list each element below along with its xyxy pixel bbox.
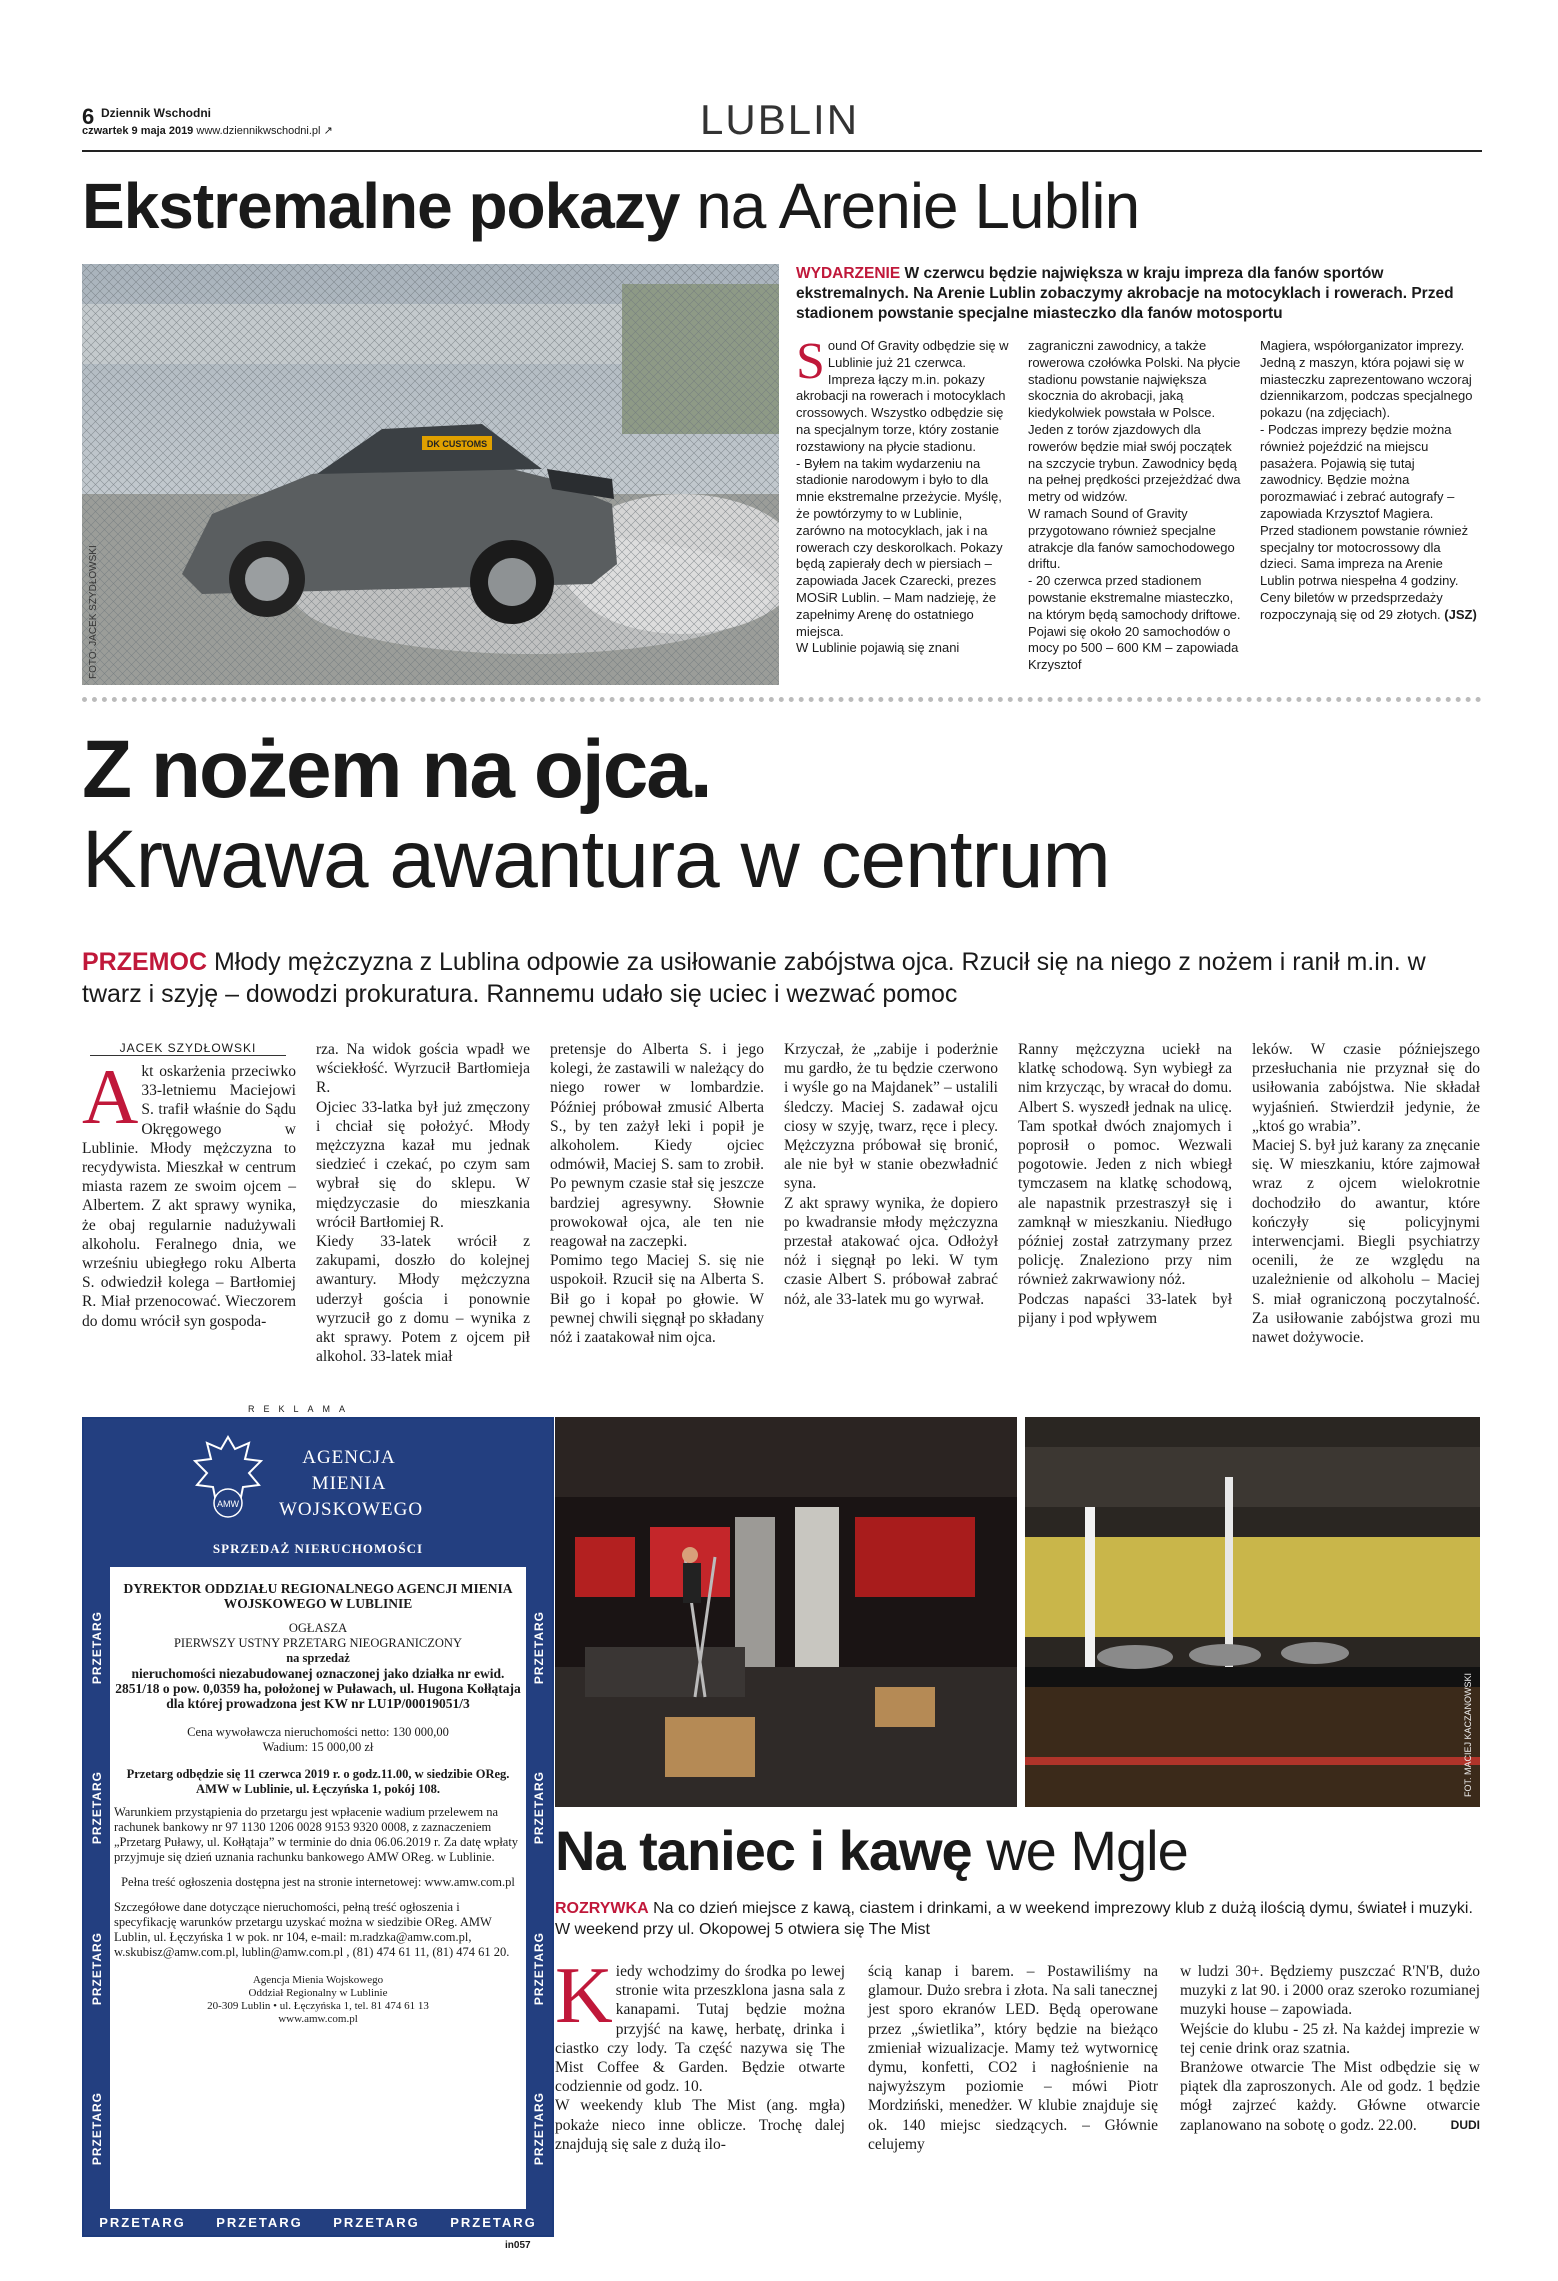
ad-addr2: Oddział Regionalny w Lublinie bbox=[248, 1987, 388, 1999]
ad-p4: na sprzedaż bbox=[286, 1651, 350, 1665]
article1-kicker: WYDARZENIE bbox=[796, 265, 901, 282]
article1-headline-light: na Arenie Lublin bbox=[696, 170, 1140, 242]
ad-agency-line2: MIENIA bbox=[311, 1473, 387, 1494]
paper-name: Dziennik Wschodni bbox=[101, 106, 212, 120]
website-link[interactable]: www.dziennikwschodni.pl bbox=[196, 125, 321, 137]
article2-headline-line1: Z nożem na ojca. bbox=[82, 724, 711, 815]
ad-addr1: Agencja Mienia Wojskowego bbox=[252, 1974, 384, 1986]
ad-tagline: SPRZEDAŻ NIERUCHOMOŚCI bbox=[212, 1541, 424, 1556]
ad-code: in057 bbox=[505, 2240, 531, 2251]
ad-agency-line1: AGENCJA bbox=[302, 1447, 396, 1468]
car-decal-text: DK CUSTOMS bbox=[426, 439, 488, 449]
ad-p2: OGŁASZA bbox=[288, 1621, 348, 1635]
article3-column-2: ścią kanap i barem. – Postawiliśmy na glamour. Dużo srebra i złota. Na sali tanecznej jest sporo ekranów LED. Będą operowane przez „świetlika”, który będzie na bieżąco zmieniał wizualizacje. Mamy też wytwornicę dymu, konfetti, CO2 i nagłośnienie na najwyższym poziomie – mówi Piotr Mordziński, menedżer. W klubie znajduje się ok. 140 miejsc siedzących. – Głównie celujemy bbox=[868, 1963, 1158, 2153]
article2-column-4: Krzyczał, że „zabije i poderżnie mu gardło, że tu będzie czerwono i wyśle go na Majdanek” – ustalili śledczy. Maciej S. zadawał ojcu ciosy w szyję, twarz, ręce i plecy. Mężczyzna próbował się bronić, ale nie był w stanie obezwładnić syna. Z akt sprawy wynika, że dopiero po kwadransie młody mężczyzna przestał atakować ojca. Odłożył nóż i sięgnął po leki. W tym czasie Albert S. próbował zabrać nóż, ale 33-latek mu go wyrwał. bbox=[784, 1041, 998, 1308]
page-number: 6 bbox=[82, 104, 95, 129]
article1-signature: (JSZ) bbox=[1444, 606, 1477, 622]
article3-col1-text: iedy wchodzimy do środka po lewej stronie wita przeszklona jasna sala z kanapami. Tutaj będzie można przyjść na kawę, herbatę, drinka i ciastko czy lody. Ta część nazywa się The Mist Coffee & Garden. Będzie otwarte codziennie od godz. 10. W weekendy klub The Mist (ang. mgła) pokaże nieco inne oblicze. Trochę dalej znajdują się sale z dużą ilo- bbox=[555, 1963, 845, 2153]
ad-p1: DYREKTOR ODDZIAŁU REGIONALNEGO AGENCJI MIENIA WOJSKOWEGO W LUBLINIE bbox=[123, 1581, 513, 1611]
article3-headline-light: we Mgle bbox=[986, 1819, 1188, 1882]
article3-signature: DUDI bbox=[1450, 2117, 1480, 2132]
ad-side-word: PRZETARG bbox=[532, 1771, 546, 1845]
club-bar-photo bbox=[1025, 1417, 1480, 1807]
article2-column-5: Ranny mężczyzna uciekł na klatkę schodową. Syn wybiegł za nim krzycząc, by wracał do domu. Albert S. wyszedł jednak na ulicę. Tam spotkał dwóch znajomych i poprosił o pomoc. Wezwali pogotowie. Jeden z nich wbiegł tymczasem na klatkę schodową, ale napastnik przestraszył się i zamknął w mieszkaniu. Niedługo później został zatrzymany przez policję. Znaleziono przy nim również zakrwawiony nóż. Podczas napaści 33-latek był pijany i pod wpływem bbox=[1018, 1041, 1232, 1327]
article3-column-1 bbox=[555, 1952, 845, 2154]
article1-col3-text: Magiera, współorganizator imprezy. Jedną z maszyn, która pojawi się w miasteczku zaprezentowano wczoraj dziennikarzom, podczas specjalnego pokazu (na zdjęciach). - Podczas imprezy będzie można również pojeździć na miejscu pasażera. Pojawią się tutaj zawodnicy. Będzie można porozmawiać i zebrać autografy – zapowiada Krzysztof Magiera. Przed stadionem powstanie również specjalny tor motocrossowy dla dzieci. Sama impreza na Arenie Lublin potrwa niespełna 4 godziny. Ceny biletów w przedsprzedaży rozpoczynają się od 29 złotych. bbox=[1260, 338, 1473, 622]
article2-column-1 bbox=[82, 1053, 296, 1331]
article3-headline bbox=[555, 1818, 1188, 1884]
ad-footer-word: PRZETARG bbox=[216, 2214, 303, 2230]
photo3-credit: FOT. MACIEJ KACZANOWSKI bbox=[1463, 1672, 1473, 1797]
ad-addr3: 20-309 Lublin • ul. Łęczyńska 1, tel. 81 474 61 13 bbox=[207, 2000, 429, 2012]
article2-lead-text: Młody mężczyzna z Lublina odpowie za usiłowanie zabójstwa ojca. Rzucił się na niego z nożem i ranił m.in. w twarz i szyję – dowodzi prokuratura. Rannemu udało się uciec i wezwać pomoc bbox=[82, 948, 1426, 1008]
ad-header bbox=[84, 1419, 552, 1567]
article1-headline bbox=[82, 168, 1139, 244]
ad-footer-word: PRZETARG bbox=[333, 2214, 420, 2230]
ad-side-word: PRZETARG bbox=[90, 1610, 104, 1684]
article2-lead bbox=[82, 946, 1482, 1010]
ad-footer bbox=[84, 2209, 552, 2235]
ad-p7: Wadium: 15 000,00 zł bbox=[262, 1740, 374, 1754]
issue-date-line bbox=[82, 125, 333, 138]
ad-p3: PIERWSZY USTNY PRZETARG NIEOGRANICZONY bbox=[173, 1636, 462, 1650]
ad-side-word: PRZETARG bbox=[90, 2092, 104, 2166]
article1-column-2: zagraniczni zawodnicy, a także rowerowa czołówka Polski. Na płycie stadionu powstanie największa skocznia do akrobacji, jaką kiedykolwiek powstała w Polsce. Jeden z torów zjazdowych dla rowerów będzie miał swój początek na szczycie trybun. Zawodnicy będą na pełnej prędkości przejeżdżać dwa metry od widzów. W ramach Sound of Gravity przygotowano również specjalne atrakcje dla fanów samochodowego driftu. - 20 czerwca przed stadionem powstanie ekstremalne miasteczko, na którym będą samochody driftowe. Pojawi się około 20 samochodów o mocy po 500 – 600 KM – zapowiada Krzysztof bbox=[1028, 338, 1241, 673]
section-title: LUBLIN bbox=[700, 96, 860, 143]
article3-lead bbox=[555, 1898, 1485, 1940]
article2-column-6: leków. W czasie późniejszego przesłuchania nie przyznał się do usiłowania zabójstwa. Nie składał wyjaśnień. Stwierdził jedynie, że „ktoś go wrabia”. Maciej S. był już karany za znęcanie się. W mieszkaniu, które zajmował wraz z ojcem wielokrotnie dochodziło do awantur, które kończyły się policyjnymi interwencjami. Biegli psychiatrzy ocenili, że ze względu na uzależnienie od alkoholu – Maciej S. miał ograniczoną poczytalność. Za usiłowanie zabójstwa grozi mu nawet dożywocie. bbox=[1252, 1041, 1480, 1347]
ad-p10: Pełna treść ogłoszenia dostępna jest na stronie internetowej: www.amw.com.pl bbox=[121, 1875, 515, 1889]
article2-dropcap: A bbox=[82, 1053, 139, 1140]
article2-col1-text: kt oskarżenia przeciwko 33-letniemu Maciejowi S. trafił właśnie do Sądu Okręgowego w Lublinie. Młody mężczyzna to recydywista. Mieszkał w centrum miasta razem ze swoim ojcem – Albertem. Z akt sprawy wynika, że obaj regularnie nadużywali alkoholu. Feralnego dnia, we wrześniu ubiegłego roku Alberta S. odwiedził kolega – Bartłomiej R. Miał przenocować. Wieczorem do domu wrócił syn gospoda- bbox=[82, 1063, 296, 1330]
article3-column-3 bbox=[1180, 1962, 1480, 2135]
article3-headline-bold: Na taniec i kawę bbox=[555, 1819, 972, 1882]
ad-label: REKLAMA bbox=[248, 1404, 355, 1414]
header-rule bbox=[82, 150, 1482, 152]
ad-p5: nieruchomości niezabudowanej oznaczonej jako działka nr ewid. 2851/18 o pow. 0,0359 ha, położonej w Puławach, ul. Hugona Kołłątaja dla której prowadzona jest KW nr LU1P/00019051/3 bbox=[115, 1666, 521, 1711]
article2-column-3: pretensje do Alberta S. i jego kolegi, że zastawili w należący do niego rower w lombardzie. Później próbował zmusić Alberta S., by ten zażył leki i popił je alkoholem. Kiedy ojciec odmówił, Maciej S. sam to zrobił. Po pewnym czasie stał się jeszcze bardziej agresywny. Słownie prowokował ojca, ale ten nie reagował na zaczepki. Pomimo tego Maciej S. się nie uspokoił. Rzucił się na Alberta S. Bił go i kopał po głowie. W pewnej chwili sięgnął po składany nóż i zaatakował nim ojca. bbox=[550, 1041, 764, 1347]
ad-side-right bbox=[526, 1567, 552, 2209]
ad-agency-line3: WOJSKOWEGO bbox=[279, 1499, 424, 1520]
ad-footer-word: PRZETARG bbox=[450, 2214, 537, 2230]
cursor-icon: ↗ bbox=[323, 125, 333, 137]
issue-date: czwartek 9 maja 2019 bbox=[82, 125, 194, 137]
ad-body bbox=[114, 1571, 522, 2205]
article2-headline-line2: Krwawa awantura w centrum bbox=[82, 814, 1110, 905]
article3-col3-text: w ludzi 30+. Będziemy puszczać R'N'B, dużo muzyki z lat 90. i 2000 oraz szeroko rozumianej muzyki house – zapowiada. Wejście do klubu - 25 zł. Na każdej imprezie w tej cenie drink oraz szatnia. Branżowe otwarcie The Mist odbędzie się w piątek dla zaproszonych. Ale od godz. 1 będzie mógł zajrzeć każdy. Główne otwarcie zaplanowano na sobotę o godz. 22.00. bbox=[1180, 1963, 1480, 2134]
ad-side-word: PRZETARG bbox=[532, 2092, 546, 2166]
ad-p6: Cena wywoławcza nieruchomości netto: 130 000,00 bbox=[187, 1725, 449, 1739]
article1-lead-text: W czerwcu będzie największa w kraju impreza dla fanów sportów ekstremalnych. Na Arenie Lublin zobaczymy akrobacje na motocyklach i rowerach. Przed stadionem powstanie specjalne miasteczko dla fanów motosportu bbox=[796, 265, 1454, 322]
article1-column-3 bbox=[1260, 338, 1480, 624]
amw-advertisement[interactable] bbox=[82, 1417, 554, 2237]
ad-p11: Szczegółowe dane dotyczące nieruchomości, pełną treść ogłoszenia i specyfikację warunków przetargu uzyskać można w siedzibie OReg. AMW Lublin, ul. Łęczyńska 1 w pok. nr 104, e-mail: m.radzka@amw.com.pl, w.skubisz@amw.com.pl, lublin@amw.com.pl , (81) 474 61 11, (81) 474 61 20. bbox=[114, 1900, 510, 1959]
article1-column-1 bbox=[796, 333, 1014, 657]
separator-dotted bbox=[82, 697, 1482, 702]
club-bar-image bbox=[1025, 1417, 1480, 1807]
amw-eagle-emblem-icon bbox=[189, 1433, 267, 1525]
ad-agency-name bbox=[279, 1445, 424, 1523]
article3-kicker: ROZRYWKA bbox=[555, 1900, 649, 1917]
article1-dropcap: S bbox=[796, 333, 825, 390]
article2-column-2: rza. Na widok gościa wpadł we wściekłość. Wyrzucił Bartłomieja R. Ojciec 33-latka był już zmęczony i chciał się położyć. Młody mężczyzna kazał mu jednak siedzieć i czekać, po czym sam wybrał się do sklepu. W międzyczasie do mieszkania wrócił Bartłomiej R. Kiedy 33-latek wrócił z zakupami, doszło do kolejnej awantury. Młody mężczyzna uderzył gościa i ponownie wyrzucił go z domu – wynika z akt sprawy. Potem z ojcem pił alkohol. 33-latek miał bbox=[316, 1041, 530, 1366]
ad-footer-word: PRZETARG bbox=[99, 2214, 186, 2230]
drift-car-image bbox=[82, 264, 779, 685]
article1-col1-text: ound Of Gravity odbędzie się w Lublinie już 21 czerwca. Impreza łączy m.in. pokazy akrobacji na rowerach i motocyklach crossowych. Wszystko odbędzie się na specjalnym torze, który zostanie rozstawiony na płycie stadionu. - Byłem na takim wydarzeniu na stadionie narodowym i było to dla mnie ekstremalne przeżycie. Myślę, że powtórzymy to w Lublinie, zarówno na motocyklach, jak i na rowerach czy deskorolkach. Pokazy będą zapierały dech w piersiach – zapowiada Jacek Czarecki, prezes MOSiR Lublin. – Mam nadzieję, że zapełnimy Arenę do ostatniego miejsca. W Lublinie pojawią się znani bbox=[796, 338, 1009, 656]
article3-dropcap: K bbox=[555, 1952, 613, 2040]
article2-kicker: PRZEMOC bbox=[82, 948, 207, 976]
ad-address bbox=[114, 1974, 522, 2026]
article1-headline-bold: Ekstremalne pokazy bbox=[82, 170, 680, 242]
ad-side-word: PRZETARG bbox=[532, 1931, 546, 2005]
article2-byline: JACEK SZYDŁOWSKI bbox=[90, 1041, 286, 1056]
ad-side-word: PRZETARG bbox=[532, 1610, 546, 1684]
ad-p8: Przetarg odbędzie się 11 czerwca 2019 r. o godz.11.00, w siedzibie OReg. AMW w Lublinie, ul. Łęczyńska 1, pokój 108. bbox=[126, 1767, 510, 1796]
ad-side-word: PRZETARG bbox=[90, 1771, 104, 1845]
photo1-credit: FOTO: JACEK SZYDŁOWSKI bbox=[88, 545, 99, 679]
ad-p9: Warunkiem przystąpienia do przetargu jest wpłacenie wadium przelewem na rachunek bankowy nr 97 1130 1206 0028 9153 9320 0008, z zaznaczeniem „Przetarg Puławy, ul. Kołłątaja” w terminie do dnia 06.06.2019 r. Za datę wpłaty przyjmuje się dzień uznania rachunku bankowego AMW OReg. w Lublinie. bbox=[114, 1805, 519, 1864]
article3-lead-text: Na co dzień miejsce z kawą, ciastem i drinkami, a w weekend imprezowy klub z dużą ilością dymu, świateł i muzyki. W weekend przy ul. Okopowej 5 otwiera się The Mist bbox=[555, 1900, 1473, 1938]
club-dancefloor-photo bbox=[555, 1417, 1017, 1807]
drift-car-photo bbox=[82, 264, 779, 685]
ad-website[interactable]: www.amw.com.pl bbox=[278, 2013, 358, 2025]
club-dancefloor-image bbox=[555, 1417, 1017, 1807]
ad-side-left bbox=[84, 1567, 110, 2209]
article1-lead bbox=[796, 264, 1476, 324]
amw-emblem-text: AMW bbox=[217, 1499, 239, 1509]
ad-side-word: PRZETARG bbox=[90, 1931, 104, 2005]
